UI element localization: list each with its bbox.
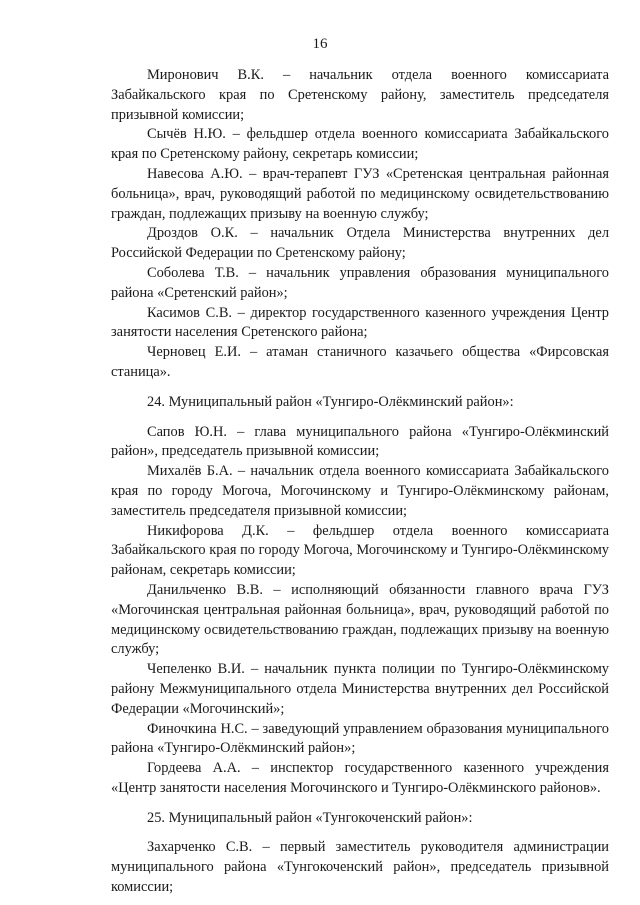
- member-paragraph: Данильченко В.В. – исполняющий обязанности главного врача ГУЗ «Могочинская центральная районная больница», врач, руководящий работой по медицинскому освидетельствованию граждан, подлежащих призыву на военную службу;: [111, 581, 609, 658]
- document-body: [111, 66, 609, 898]
- section-heading: 24. Муниципальный район «Тунгиро-Олёкминский район»:: [147, 393, 514, 410]
- member-paragraph: Захарченко С.В. – первый заместитель руководителя администрации муниципального района «Тунгокоченский район», председатель призывной комиссии;: [111, 839, 609, 896]
- member-paragraph: Навесова А.Ю. – врач-терапевт ГУЗ «Сретенская центральная районная больница», врач, руководящий работой по медицинскому освидетельствованию граждан, подлежащих призыву на военную службу;: [111, 165, 609, 222]
- member-paragraph: Соболева Т.В. – начальник управления образования муниципального района «Сретенский район»;: [111, 264, 609, 301]
- member-paragraph: Сычёв Н.Ю. – фельдшер отдела военного комиссариата Забайкальского края по Сретенскому району, секретарь комиссии;: [111, 126, 609, 163]
- member-paragraph: Чепеленко В.И. – начальник пункта полиции по Тунгиро-Олёкминскому району Межмуниципального отдела Министерства внутренних дел Российской Федерации «Могочинский»;: [111, 661, 609, 717]
- member-paragraph: Финочкина Н.С. – заведующий управлением образования муниципального района «Тунгиро-Олёкминский район»;: [111, 720, 609, 757]
- member-paragraph: Черновец Е.И. – атаман станичного казачьего общества «Фирсовская станица».: [111, 344, 609, 380]
- member-paragraph: Гордеева А.А. – инспектор государственного казенного учреждения «Центр занятости населения Могочинского и Тунгиро-Олёкминского районов».: [111, 760, 609, 796]
- member-paragraph: Сапов Ю.Н. – глава муниципального района «Тунгиро-Олёкминский район», председатель призывной комиссии;: [111, 423, 609, 460]
- member-paragraph: Никифорова Д.К. – фельдшер отдела военного комиссариата Забайкальского края по городу Могоча, Могочинскому и Тунгиро-Олёкминскому районам, секретарь комиссии;: [111, 522, 609, 579]
- section-heading: 25. Муниципальный район «Тунгокоченский район»:: [147, 809, 473, 826]
- member-paragraph: Касимов С.В. – директор государственного казенного учреждения Центр занятости населения Сретенского района;: [111, 304, 609, 341]
- member-paragraph: Дроздов О.К. – начальник Отдела Министерства внутренних дел Российской Федерации по Сретенскому району;: [111, 225, 609, 262]
- page-number: 16: [312, 36, 328, 52]
- member-paragraph: Михалёв Б.А. – начальник отдела военного комиссариата Забайкальского края по городу Могоча, Могочинскому и Тунгиро-Олёкминскому районам, заместитель председателя призывной комиссии;: [111, 463, 609, 519]
- member-paragraph: Миронович В.К. – начальник отдела военного комиссариата Забайкальского края по Сретенскому району, заместитель председателя призывной комиссии;: [111, 67, 609, 123]
